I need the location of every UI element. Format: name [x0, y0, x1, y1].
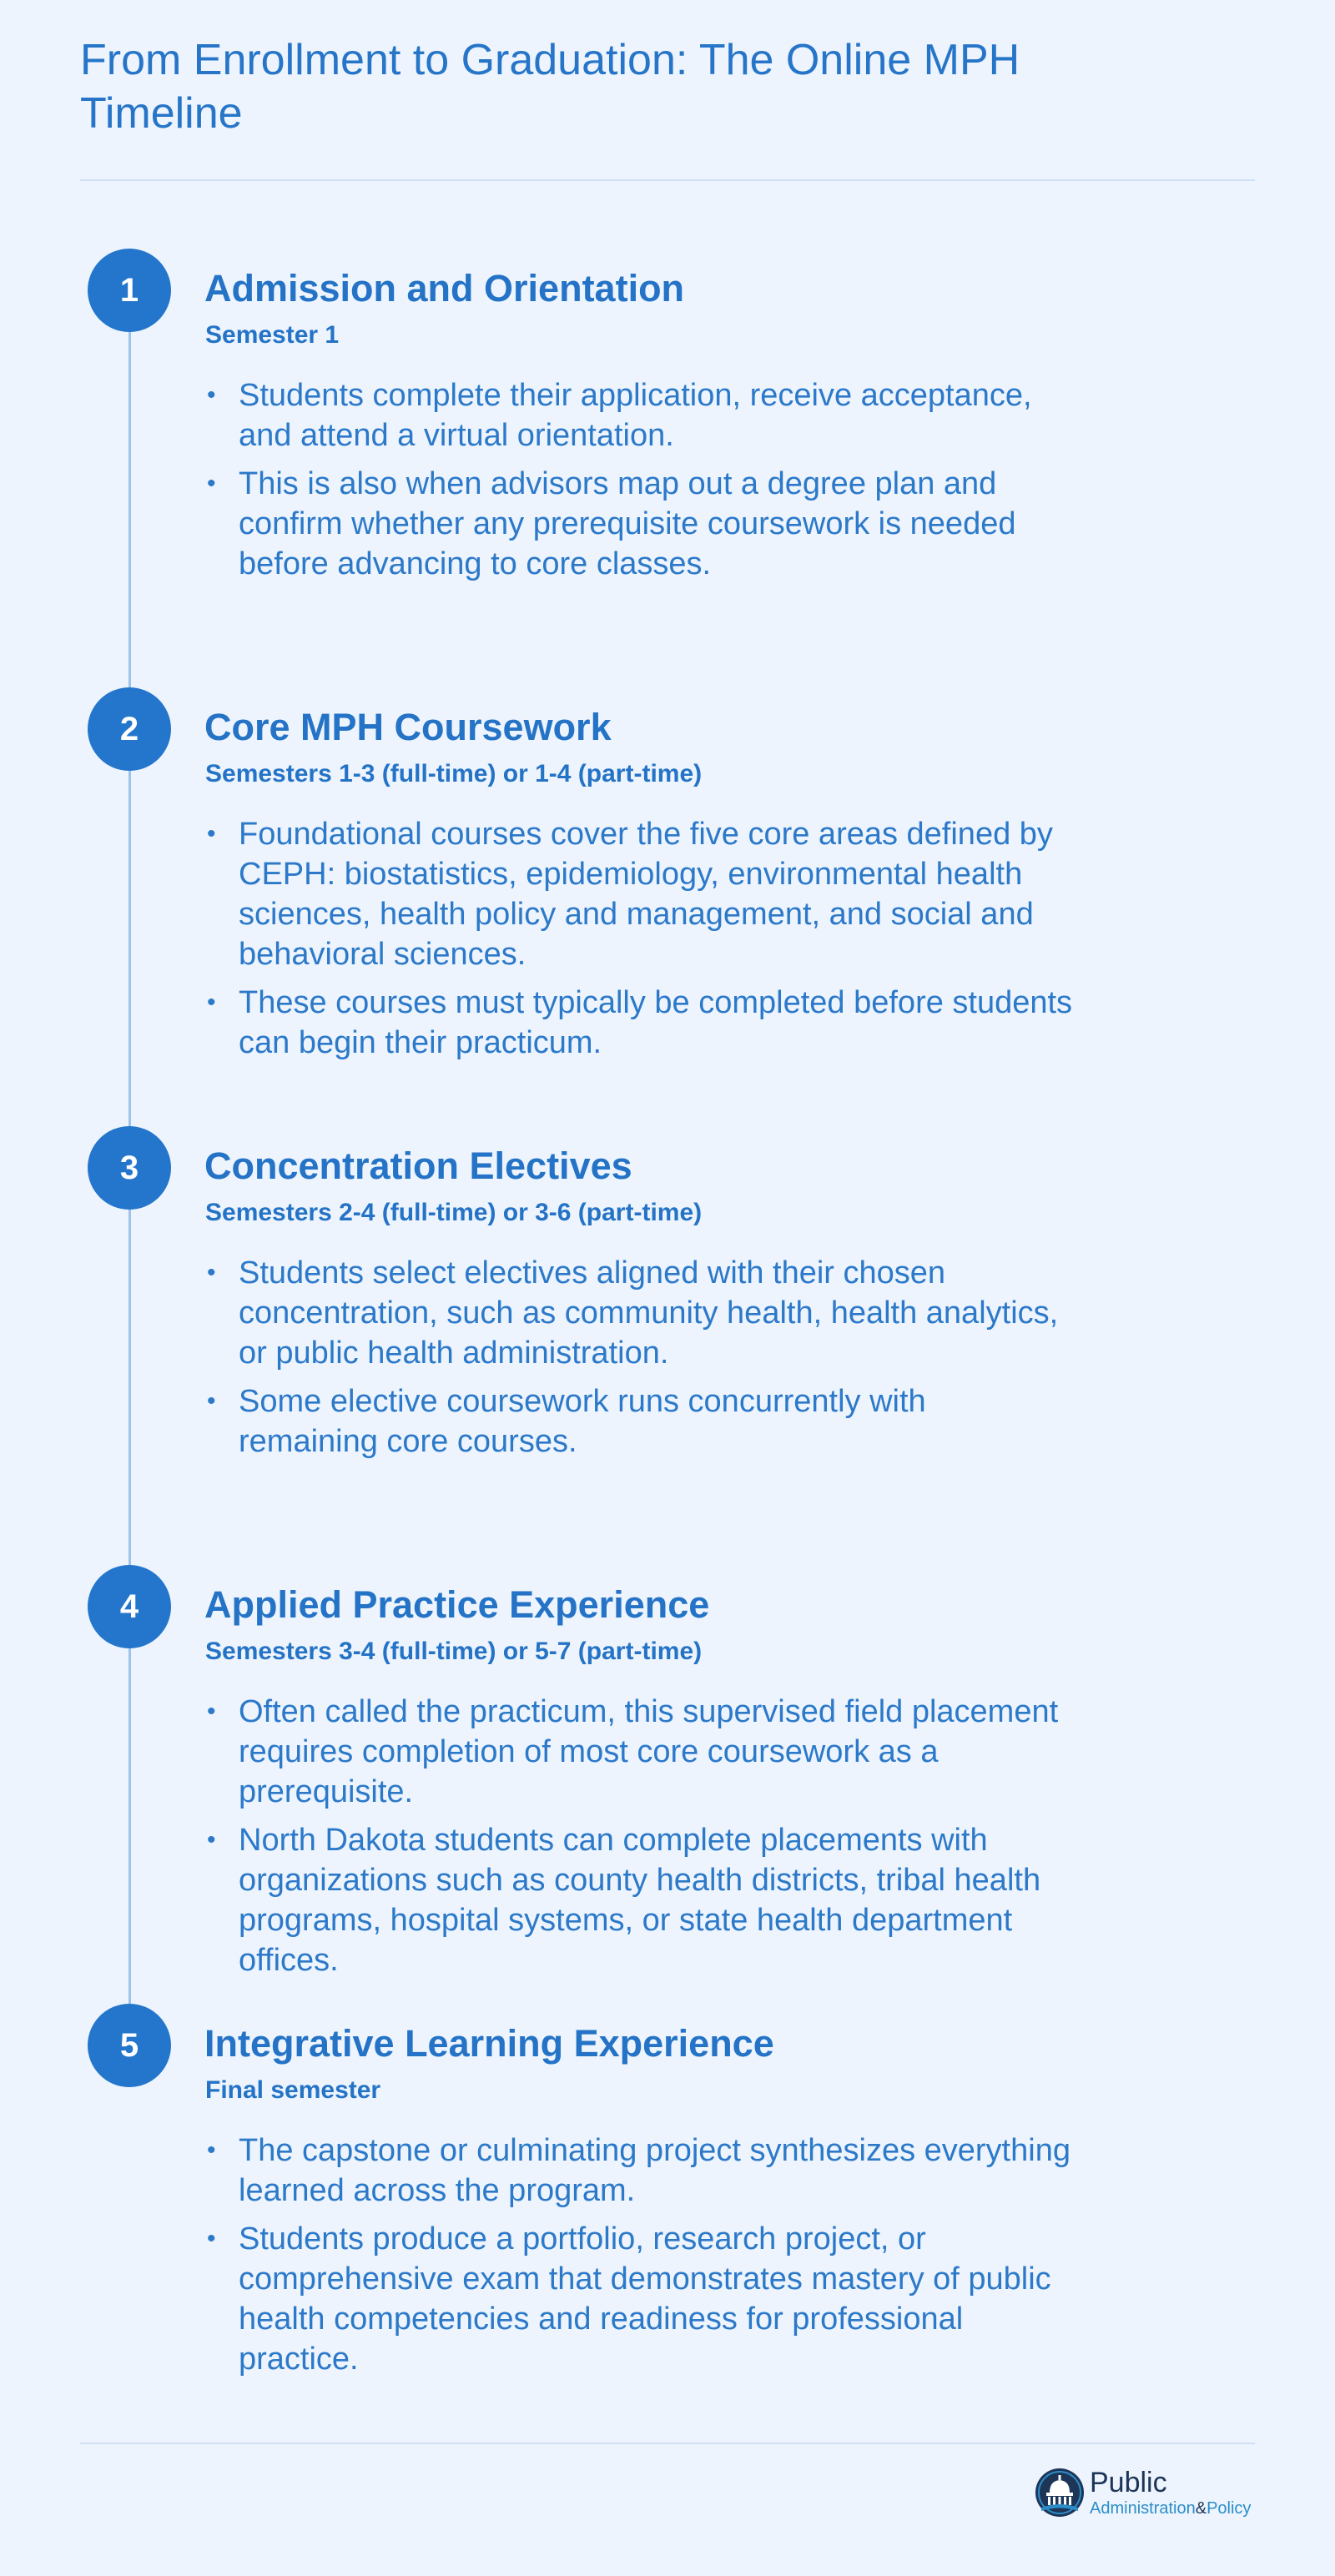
- bullet-item: [205, 1692, 1073, 1812]
- bullet-text: Often called the practicum, this supervised field placement requires completion of most core coursework as a prerequisite.: [239, 1694, 1059, 1809]
- step-number-badge: 1: [88, 249, 171, 332]
- bullet-text: This is also when advisors map out a degree plan and confirm whether any prerequisite coursework is needed before advancing to core classes.: [239, 466, 1016, 581]
- bullet-icon: •: [207, 2225, 216, 2252]
- step-number-badge: 4: [88, 1565, 171, 1648]
- footer-divider: [80, 2443, 1255, 2444]
- step-subtitle: Semesters 2-4 (full-time) or 3-6 (part-time): [205, 1199, 703, 1226]
- step-bullet-list: [205, 2131, 1073, 2387]
- logo-text-subtitle: [1090, 2499, 1251, 2518]
- step-subtitle: Semester 1: [205, 321, 340, 349]
- step-title: Core MPH Coursework: [204, 706, 612, 748]
- step-number-badge: 5: [88, 2004, 171, 2087]
- bullet-item: [205, 375, 1073, 455]
- capitol-dome-icon: [1035, 2468, 1085, 2518]
- step-title: Applied Practice Experience: [204, 1583, 710, 1626]
- bullet-text: Students complete their application, receive acceptance, and attend a virtual orientation.: [239, 378, 1032, 453]
- bullet-text: Students produce a portfolio, research project, or comprehensive exam that demonstrates mastery of public health competencies and readiness for professional practice.: [239, 2221, 1051, 2377]
- bullet-icon: •: [207, 989, 216, 1016]
- bullet-icon: •: [207, 470, 216, 497]
- step-subtitle: Semesters 3-4 (full-time) or 5-7 (part-time): [205, 1638, 703, 1665]
- logo-text-public: Public: [1090, 2467, 1167, 2498]
- step-title: Concentration Electives: [204, 1145, 632, 1187]
- logo-text-policy: Policy: [1207, 2499, 1252, 2518]
- bullet-text: Students select electives aligned with their chosen concentration, such as community health, health analytics, or public health administration.: [239, 1255, 1059, 1371]
- step-bullet-list: [205, 1253, 1073, 1470]
- brand-logo: [1035, 2461, 1260, 2528]
- bullet-icon: •: [207, 1387, 216, 1415]
- bullet-item: [205, 983, 1073, 1063]
- step-bullet-list: [205, 375, 1073, 592]
- logo-text-administration: Administration: [1090, 2499, 1196, 2518]
- step-bullet-list: [205, 814, 1073, 1071]
- bullet-item: [205, 1820, 1073, 1980]
- bullet-item: [205, 464, 1073, 584]
- bullet-icon: •: [207, 381, 216, 409]
- bullet-item: [205, 1253, 1073, 1373]
- step-subtitle: Final semester: [205, 2076, 381, 2104]
- bullet-icon: •: [207, 820, 216, 848]
- header-divider: [80, 179, 1255, 181]
- bullet-icon: •: [207, 2136, 216, 2164]
- bullet-icon: •: [207, 1826, 216, 1854]
- bullet-icon: •: [207, 1259, 216, 1286]
- bullet-text: Foundational courses cover the five core areas defined by CEPH: biostatistics, epidemiology, environmental health sciences, health policy and management, and social and behavioral sciences.: [239, 817, 1053, 972]
- bullet-text: The capstone or culminating project synthesizes everything learned across the program.: [239, 2133, 1071, 2208]
- page-title: From Enrollment to Graduation: The Online MPH Timeline: [80, 36, 1020, 138]
- bullet-item: [205, 1381, 1073, 1462]
- step-bullet-list: [205, 1692, 1073, 1989]
- bullet-item: [205, 2131, 1073, 2211]
- bullet-text: These courses must typically be completed before students can begin their practicum.: [239, 985, 1073, 1060]
- step-title: Integrative Learning Experience: [204, 2022, 774, 2065]
- step-subtitle: Semesters 1-3 (full-time) or 1-4 (part-time): [205, 760, 703, 787]
- bullet-text: North Dakota students can complete placements with organizations such as county health districts, tribal health programs, hospital systems, or state health department offices.: [239, 1823, 1041, 1978]
- bullet-icon: •: [207, 1698, 216, 1725]
- step-number-badge: 2: [88, 687, 171, 771]
- bullet-item: [205, 2219, 1073, 2379]
- bullet-item: [205, 814, 1073, 974]
- step-number-badge: 3: [88, 1126, 171, 1210]
- logo-text-ampersand: &: [1195, 2499, 1207, 2518]
- step-title: Admission and Orientation: [204, 267, 685, 309]
- bullet-text: Some elective coursework runs concurrently with remaining core courses.: [239, 1384, 926, 1459]
